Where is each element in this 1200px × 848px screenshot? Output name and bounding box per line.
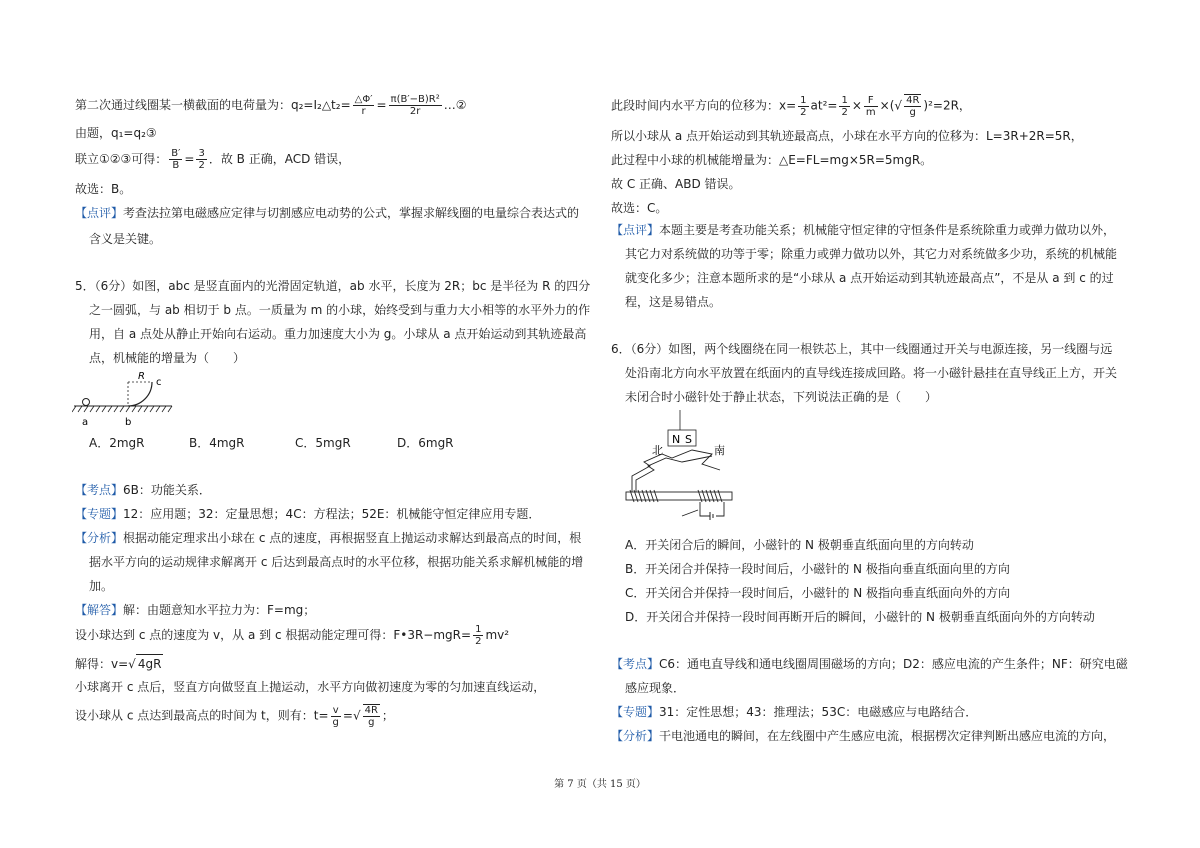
tag: 【解答】 — [75, 603, 124, 617]
text: 设小球从 c 点达到最高点的时间为 t，则有：t= — [75, 708, 329, 723]
denominator: 2 — [198, 160, 205, 171]
answer-line: 故选：B。 — [75, 182, 132, 196]
velocity-result: 解得：v=√ 4gR — [75, 654, 163, 673]
denominator: g — [332, 716, 339, 728]
text: 6B：功能关系． — [123, 483, 211, 497]
text-line: 此过程中小球的机械能增量为：△E=FL=mg×5R=5mgR。 — [611, 153, 933, 167]
text-line: 就变化多少；注意本题所求的是“小球从 a 点开始运动到其轨迹最高点”，不是从 a 到 c 的过 — [625, 271, 1114, 285]
text: 联立①②③可得： — [75, 152, 168, 166]
text: 考查法拉第电磁感应定律与切割感应电动势的公式，掌握求解线圈的电量综合表达式的 — [123, 206, 580, 220]
sqrt-fraction — [904, 94, 921, 118]
numerator: B′ — [171, 148, 181, 159]
text: 干电池通电的瞬间，在左线圈中产生感应电流，根据楞次定律判断出感应电流的方向， — [659, 729, 1116, 743]
label-R: R — [138, 371, 145, 382]
text-line: 故 C 正确、ABD 错误。 — [611, 177, 741, 191]
text-line: 小球离开 c 点后，竖直方向做竖直上抛运动，水平方向做初速度为零的匀加速直线运动， — [75, 680, 546, 694]
numerator: 1 — [841, 94, 848, 106]
fraction — [798, 95, 808, 118]
text: at²= — [810, 98, 838, 113]
text: × — [851, 98, 862, 113]
label-N: N — [672, 433, 681, 446]
text-line: 含义是关键。 — [89, 232, 162, 246]
numerator: 4R — [906, 95, 920, 106]
text-line: 所以小球从 a 点开始运动到其轨迹最高点，小球在水平方向的位移为：L=3R+2R=5R， — [611, 129, 1083, 143]
denominator: r — [361, 106, 366, 117]
denominator: 2 — [475, 636, 482, 647]
text: = — [376, 98, 387, 112]
text: = — [342, 708, 353, 723]
text: 本题主要是考查功能关系；机械能守恒定律的守恒条件是系统除重力或弹力做功以外， — [659, 223, 1116, 237]
numerator: v — [331, 705, 341, 717]
tag: 【考点】 — [611, 657, 660, 671]
comment-line — [611, 221, 1115, 239]
analysis — [611, 727, 1115, 745]
fraction — [169, 148, 182, 171]
numerator: 1 — [475, 624, 482, 635]
sqrt-content: 4gR — [136, 654, 164, 673]
text-line: 感应现象． — [625, 681, 686, 695]
text: ； — [381, 708, 394, 723]
option-c: C．5mgR — [295, 436, 351, 450]
text: 设小球达到 c 点的速度为 v，从 a 到 c 根据动能定理可得：F•3R−mgR= — [75, 628, 472, 642]
label-S: S — [685, 433, 692, 446]
energy-equation — [75, 624, 509, 647]
displacement-equation: 此段时间内水平方向的位移为：x= $\frac{1}{2}$ at²= $\frac{1}{2}$ × $\frac{F}{m}$ ×(√ $\frac{4R}{g}$ )²=2R， — [611, 94, 971, 118]
text-line: 加。 — [89, 579, 114, 593]
numerator: π(B′−B)R² — [390, 94, 440, 105]
fraction — [473, 624, 483, 647]
answer-line: 故选：C。 — [611, 201, 668, 215]
sqrt-fraction — [363, 704, 380, 728]
knowledge-point — [75, 481, 211, 499]
comment-tag: 【点评】 — [75, 206, 124, 220]
combine-line — [75, 148, 350, 171]
fraction — [839, 95, 849, 118]
label-a: a — [82, 417, 89, 428]
knowledge-point — [611, 655, 1128, 673]
denominator: 2r — [409, 106, 421, 117]
option-a: A．2mgR — [89, 436, 145, 450]
question-6-line: 处沿南北方向水平放置在纸面内的直导线连接成回路。将一小磁针悬挂在直导线正上方，开关 — [625, 366, 1118, 380]
label-b: b — [125, 417, 132, 428]
switch — [682, 510, 698, 516]
text-line: 据水平方向的运动规律求解离开 c 后达到最高点时的水平位移，根据功能关系求解机械能的增 — [89, 555, 584, 569]
text: …② — [443, 98, 467, 112]
option-d: D．开关闭合并保持一段时间再断开后的瞬间，小磁针的 N 极朝垂直纸面向外的方向转动 — [625, 610, 1095, 624]
solution — [75, 601, 315, 619]
topic — [75, 505, 540, 523]
text-line: 其它力对系统做的功等于零；除重力或弹力做功以外，其它力对系统做多少功，系统的机械能 — [625, 247, 1118, 261]
text-line: 程，这是易错点。 — [625, 295, 722, 309]
label-north: 北 — [652, 444, 663, 457]
coil-figure — [622, 410, 752, 525]
ball — [83, 399, 90, 406]
page-footer: 第 7 页（共 15 页） — [554, 779, 646, 790]
tag: 【分析】 — [75, 531, 124, 545]
numerator: 3 — [198, 148, 205, 159]
text: 根据动能定理求出小球在 c 点的速度，再根据竖直上抛运动求解达到最高点的时间，根 — [123, 531, 582, 545]
fraction — [331, 705, 341, 728]
text: C6：通电直导线和通电线圈周围磁场的方向；D2：感应电流的产生条件；NF：研究电磁 — [659, 657, 1128, 671]
text: 12：应用题；32：定量思想；4C：方程法；52E：机械能守恒定律应用专题． — [123, 507, 541, 521]
denominator: m — [865, 106, 876, 118]
denominator: 2 — [841, 106, 848, 118]
battery-circuit — [700, 502, 724, 516]
text-line: 由题，q₁=q₂③ — [75, 126, 157, 140]
question-5-line: 用，自 a 点处从静止开始向右运动。重力加速度大小为 g。小球从 a 点开始运动到其轨迹最高 — [89, 327, 587, 341]
tag: 【考点】 — [75, 483, 124, 497]
numerator: F — [864, 95, 878, 107]
tag: 【分析】 — [611, 729, 660, 743]
denominator: g — [368, 717, 375, 728]
fraction — [196, 148, 206, 171]
option-b: B．开关闭合并保持一段时间后，小磁针的 N 极指向垂直纸面向里的方向 — [625, 562, 1010, 576]
numerator: 1 — [800, 94, 807, 106]
question-5-line: 点，机械能的增量为（ ） — [89, 351, 246, 365]
option-c: C．开关闭合并保持一段时间后，小磁针的 N 极指向垂直纸面向外的方向 — [625, 586, 1010, 600]
numerator: 4R — [364, 705, 378, 716]
text: ．故 B 正确，ACD 错误， — [208, 152, 351, 166]
option-a: A．开关闭合后的瞬间，小磁针的 N 极朝垂直纸面向里的方向转动 — [625, 538, 974, 552]
track-figure — [72, 368, 182, 430]
text: 解：由题意知水平拉力为：F=mg； — [123, 603, 316, 617]
text: ×( — [879, 98, 895, 113]
denominator: g — [909, 107, 916, 118]
tag: 【专题】 — [75, 507, 124, 521]
fraction — [389, 94, 442, 117]
charge-formula-line — [75, 94, 466, 117]
denominator: 2 — [800, 106, 807, 118]
text: = — [184, 152, 195, 166]
text: 解得：v= — [75, 657, 129, 671]
text: mv² — [485, 628, 510, 642]
question-5-line: 之一圆弧，与 ab 相切于 b 点。一质量为 m 的小球，始终受到与重力大小相等的水平外力的作 — [89, 303, 591, 317]
wire — [632, 450, 720, 492]
text: )²=2R， — [923, 98, 971, 113]
fraction — [864, 95, 878, 118]
option-b: B．4mgR — [189, 436, 245, 450]
option-d: D．6mgR — [397, 436, 454, 450]
denominator: B — [172, 160, 180, 171]
question-5-line: 5．（6分）如图，abc 是竖直面内的光滑固定轨道，ab 水平，长度为 2R；bc 是半径为 R 的四分 — [75, 279, 591, 293]
analysis — [75, 529, 581, 547]
tag: 【专题】 — [611, 705, 660, 719]
numerator: △Φ′ — [354, 94, 373, 105]
label-south: 南 — [714, 444, 725, 457]
topic — [611, 703, 977, 721]
arc-bc — [128, 382, 152, 406]
question-6-line: 未闭合时小磁针处于静止状态，下列说法正确的是（ ） — [625, 390, 938, 404]
question-6-line: 6．（6分）如图，两个线圈绕在同一根铁芯上，其中一线圈通过开关与电源连接，另一线圈与远 — [611, 342, 1113, 356]
label-c: c — [156, 377, 162, 388]
text: 31：定性思想；43：推理法；53C：电磁感应与电路结合． — [659, 705, 978, 719]
comment-tag: 【点评】 — [611, 223, 660, 237]
fraction — [353, 94, 375, 117]
text: 第二次通过线圈某一横截面的电荷量为：q₂=I₂△t₂= — [75, 98, 351, 112]
comment-line — [75, 204, 579, 222]
time-equation: 设小球从 c 点达到最高点的时间为 t，则有：t= $\frac{v}{g}$ =√ $\frac{4R}{g}$ ； — [75, 704, 394, 728]
text: 此段时间内水平方向的位移为：x= — [611, 98, 797, 113]
